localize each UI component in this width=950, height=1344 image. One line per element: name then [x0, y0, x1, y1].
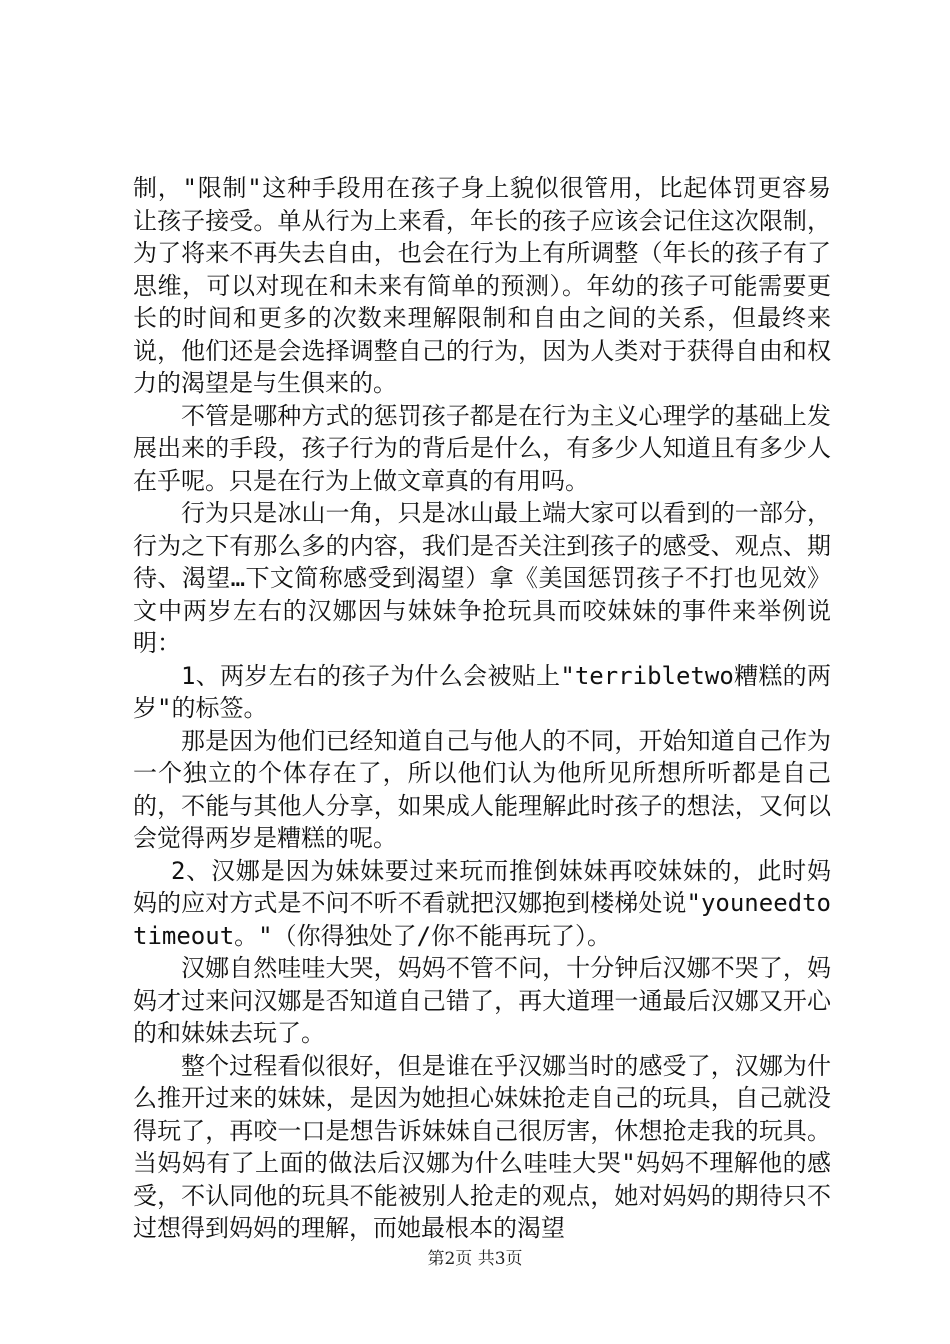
body-text: [133, 172, 831, 1245]
paragraph: 汉娜自然哇哇大哭，妈妈不管不问，十分钟后汉娜不哭了，妈妈才过来问汉娜是否知道自己错了，再大道理一通最后汉娜又开心的和妹妹去玩了。: [133, 954, 831, 1047]
paragraph-list-item: 1、两岁左右的孩子为什么会被贴上"terribletwo糟糕的两岁"的标签。: [133, 661, 831, 722]
page-number-footer: 第2页 共3页: [427, 1249, 523, 1269]
paragraph: 不管是哪种方式的惩罚孩子都是在行为主义心理学的基础上发展出来的手段，孩子行为的背后是什么，有多少人知道且有多少人在乎呢。只是在行为上做文章真的有用吗。: [133, 401, 831, 495]
paragraph: 行为只是冰山一角，只是冰山最上端大家可以看到的一部分，行为之下有那么多的内容，我们是否关注到孩子的感受、观点、期待、渴望…下文简称感受到渴望）拿《美国惩罚孩子不打也见效》文中两岁左右的汉娜因与妹妹争抢玩具而咬妹妹的事件来举例说明：: [133, 499, 831, 657]
paragraph: 制，"限制"这种手段用在孩子身上貌似很管用，比起体罚更容易让孩子接受。单从行为上来看，年长的孩子应该会记住这次限制，为了将来不再失去自由，也会在行为上有所调整（年长的孩子有了思维，可以对现在和未来有简单的预测）。年幼的孩子可能需要更长的时间和更多的次数来理解限制和自由之间的关系，但最终来说，他们还是会选择调整自己的行为，因为人类对于获得自由和权力的渴望是与生俱来的。: [133, 174, 831, 397]
paragraph-list-item: 2、汉娜是因为妹妹要过来玩而推倒妹妹再咬妹妹的，此时妈妈的应对方式是不问不听不看就把汉娜抱到楼梯处说"youneedtotimeout。"（你得独处了/你不能再玩了）。: [133, 856, 831, 950]
paragraph: 整个过程看似很好，但是谁在乎汉娜当时的感受了，汉娜为什么推开过来的妹妹，是因为她担心妹妹抢走自己的玩具，自己就没得玩了，再咬一口是想告诉妹妹自己很厉害，休想抢走我的玩具。当妈妈有了上面的做法后汉娜为什么哇哇大哭"妈妈不理解他的感受，不认同他的玩具不能被别人抢走的观点，她对妈妈的期待只不过想得到妈妈的理解，而她最根本的渴望: [133, 1051, 831, 1242]
paragraph: 那是因为他们已经知道自己与他人的不同，开始知道自己作为一个独立的个体存在了，所以他们认为他所见所想所听都是自己的，不能与其他人分享，如果成人能理解此时孩子的想法，又何以会觉得两岁是糟糕的呢。: [133, 726, 831, 852]
